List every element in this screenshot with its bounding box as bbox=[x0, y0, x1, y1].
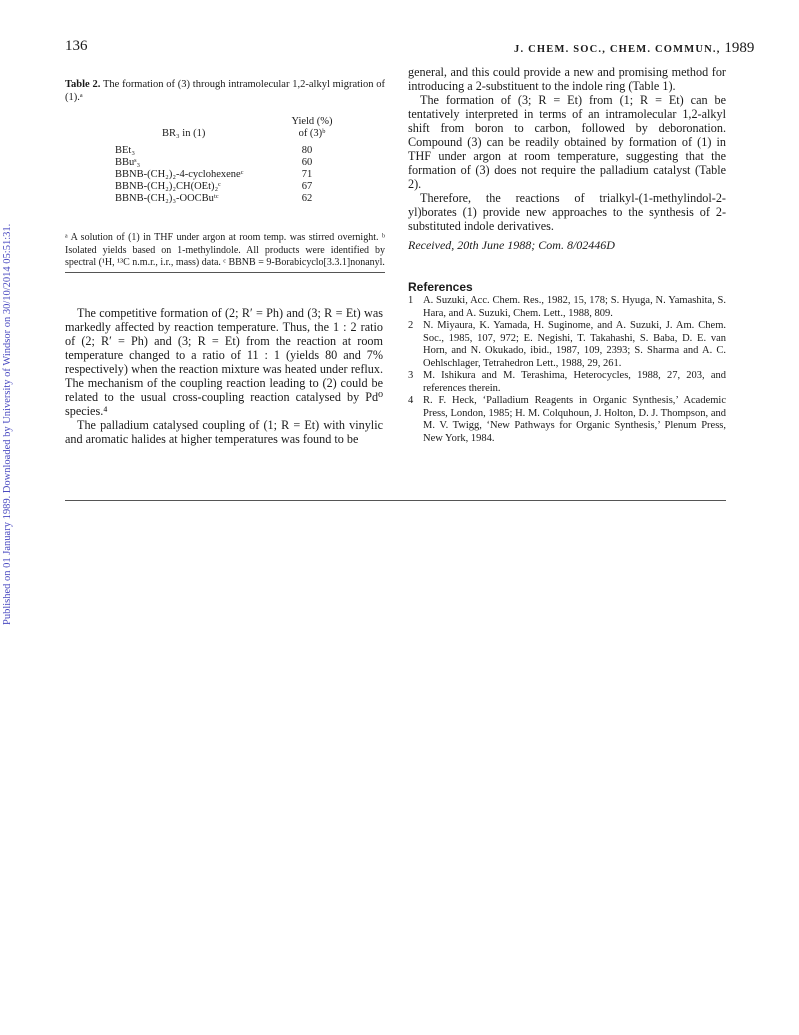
references-list bbox=[408, 295, 726, 445]
reference-item bbox=[408, 295, 726, 320]
table-footnote: ᵃ A solution of (1) in THF under argon at room temp. was stirred overnight. ᵇ Isolated yields based on 1-methylindole. All products were identified by spectral (¹H, ¹³C n.m.r., i.r., mass) data. ᶜ BBNB = 9-Borabicyclo[3.3.1]nonanyl. bbox=[65, 232, 385, 268]
table-cell-reagent: BBuˢ₃ bbox=[115, 157, 141, 168]
reference-text: N. Miyaura, K. Yamada, H. Suginome, and A. Suzuki, J. Am. Chem. Soc., 1985, 107, 972; E. Negishi, T. Takahashi, S. Baba, D. E. van Horn, and N. Okukado, ibid., 1987, 109, 2393; S. Sharma and A. C. Oehlschlager, Tetrahedron Lett., 1988, 29, 261. bbox=[423, 320, 726, 369]
reference-text: A. Suzuki, Acc. Chem. Res., 1982, 15, 178; S. Hyuga, N. Yamashita, S. Hara, and A. Suzuki, Chem. Lett., 1988, 809. bbox=[423, 295, 726, 319]
page-bottom-rule bbox=[65, 500, 726, 501]
received-line: Received, 20th June 1988; Com. 8/02446D bbox=[408, 238, 615, 252]
right-paragraph-3: Therefore, the reactions of trialkyl-(1-methylindol-2-yl)borates (1) provide new approaches to the synthesis of 2-substituted indole derivatives. bbox=[408, 191, 726, 233]
reference-item bbox=[408, 395, 726, 445]
reference-number: 4 bbox=[408, 395, 414, 406]
reference-text: M. Ishikura and M. Terashima, Heterocycles, 1988, 27, 203, and references therein. bbox=[423, 370, 726, 394]
left-column-body bbox=[65, 306, 383, 446]
references-heading: References bbox=[408, 280, 473, 294]
table-cell-yield: 60 bbox=[301, 157, 313, 168]
journal-name: J. CHEM. SOC., CHEM. COMMUN., bbox=[514, 44, 721, 55]
table-column-reagent: BR₃ in (1) bbox=[162, 128, 206, 139]
table-cell-yield: 67 bbox=[301, 181, 313, 192]
reference-number: 2 bbox=[408, 320, 414, 331]
table-row bbox=[115, 193, 335, 205]
table-column-yield bbox=[282, 116, 342, 140]
reference-item bbox=[408, 320, 726, 370]
table-cell-reagent: BBNB-(CH₂)₂-4-cyclohexeneᶜ bbox=[115, 169, 244, 180]
left-paragraph-2: The palladium catalysed coupling of (1; R = Et) with vinylic and aromatic halides at higher temperatures was found to be bbox=[65, 418, 383, 446]
reference-number: 3 bbox=[408, 370, 414, 381]
reference-number: 1 bbox=[408, 295, 414, 306]
reference-item bbox=[408, 370, 726, 395]
right-column-body bbox=[408, 65, 726, 233]
table-cell-yield: 80 bbox=[301, 145, 313, 156]
journal-header bbox=[514, 40, 754, 57]
download-stamp[interactable]: Published on 01 January 1989. Downloaded by University of Windsor on 30/10/2014 05:51:31. bbox=[2, 223, 13, 625]
table-row bbox=[115, 157, 335, 169]
table-caption bbox=[65, 78, 385, 104]
right-paragraph-1: general, and this could provide a new and promising method for introducing a 2-substituent to the indole ring (Table 1). bbox=[408, 65, 726, 93]
left-paragraph-1: The competitive formation of (2; R′ = Ph) and (3; R = Et) was markedly affected by reaction temperature. Thus, the 1 : 2 ratio of (2; R′ = Ph) and (3; R = Et) from the reaction at room temperature changed to a ratio of 11 : 1 (yields 80 and 7% respectively) when the reaction mixture was heated under reflux. The mechanism of the coupling reaction leading to (2) could be related to the usual cross-coupling reaction catalysed by Pd⁰ species.⁴ bbox=[65, 306, 383, 418]
table-caption-text: The formation of (3) through intramolecular 1,2-alkyl migration of (1).ᵃ bbox=[65, 79, 385, 103]
table-cell-yield: 62 bbox=[301, 193, 313, 204]
table-bottom-rule bbox=[65, 272, 385, 273]
table-row bbox=[115, 169, 335, 181]
table-column-yield-line2: of (3)ᵇ bbox=[298, 128, 326, 139]
journal-year: 1989 bbox=[724, 40, 755, 56]
table-cell-reagent: BBNB-(CH₂)₃-OOCBuᵗᶜ bbox=[115, 193, 219, 204]
table-row bbox=[115, 181, 335, 193]
reference-text: R. F. Heck, ‘Palladium Reagents in Organic Synthesis,’ Academic Press, London, 1985; H. M. Colquhoun, J. Holton, D. J. Thompson, and M. V. Twigg, ‘New Pathways for Organic Synthesis,’ Plenum Press, New York, 1984. bbox=[423, 395, 726, 444]
table-row bbox=[115, 145, 335, 157]
table-caption-label: Table 2. bbox=[65, 79, 101, 90]
table-cell-reagent: BBNB-(CH₂)₂CH(OEt)₂ᶜ bbox=[115, 181, 221, 192]
right-paragraph-2: The formation of (3; R = Et) from (1; R = Et) can be tentatively interpreted in terms of an intramolecular 1,2-alkyl shift from boron to carbon, followed by deboronation. Compound (3) can be readily obtained by formation of (1) in THF under argon at room temperature, suggesting that the formation of (3) does not require the palladium catalyst (Table 2). bbox=[408, 93, 726, 191]
table-column-yield-line1: Yield (%) bbox=[291, 116, 333, 127]
table-cell-reagent: BEt₃ bbox=[115, 145, 135, 156]
table-cell-yield: 71 bbox=[301, 169, 313, 180]
page-number: 136 bbox=[65, 38, 88, 54]
